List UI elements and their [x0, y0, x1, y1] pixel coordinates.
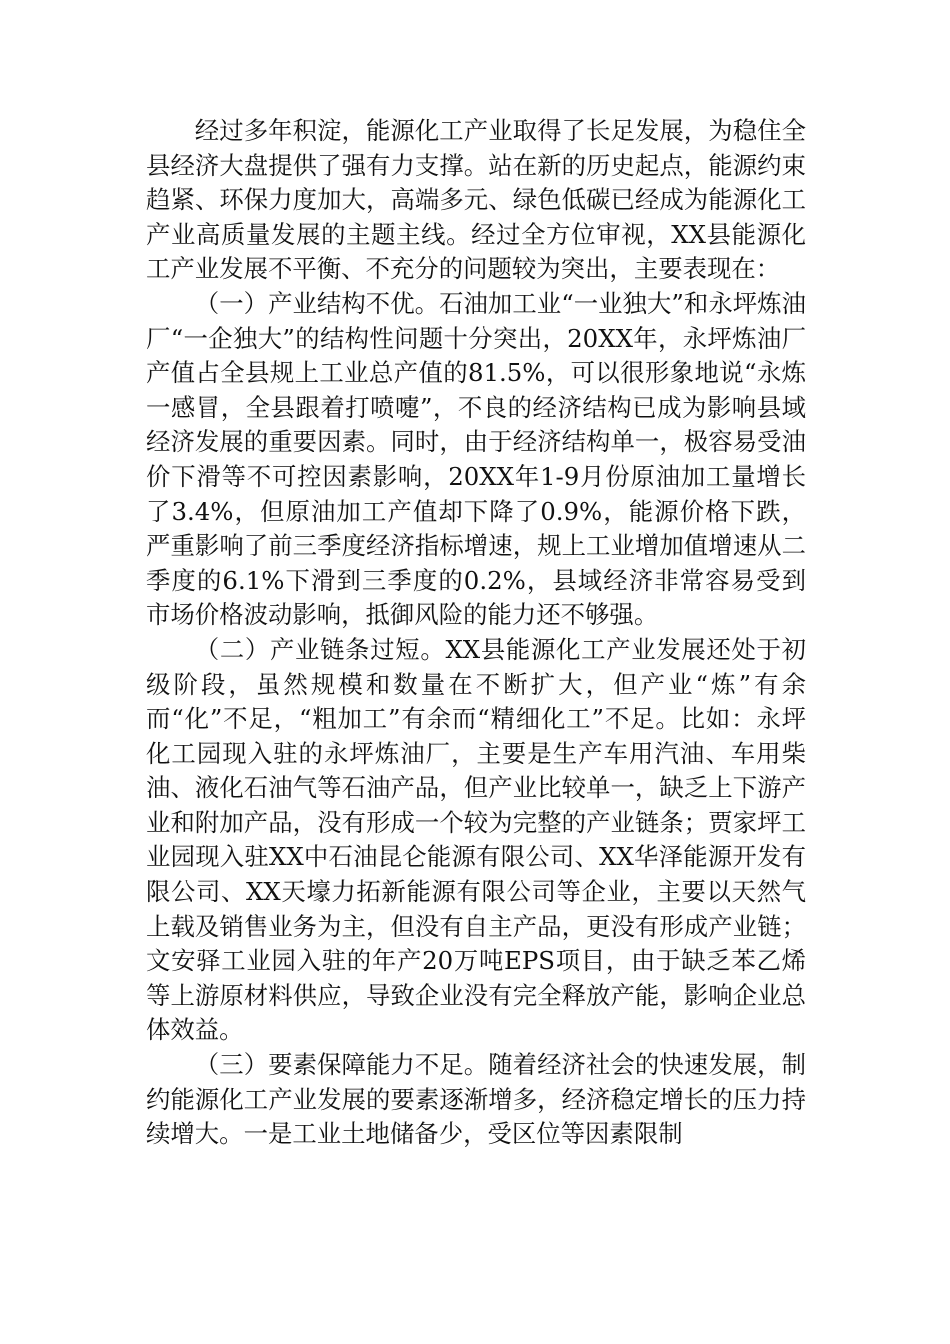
paragraph-heading: （三）要素保障能力不足。 [194, 1050, 489, 1080]
paragraph-heading: （二）产业链条过短。 [194, 634, 446, 664]
paragraph-text: 经过多年积淀，能源化工产业取得了长足发展，为稳住全县经济大盘提供了强有力支撑。站在新的历史起点，能源约束趋紧、环保力度加大，高端多元、绿色低碳已经成为能源化工产业高质量发展的主题主线。经过全方位审视，XX县能源化工产业发展不平衡、不充分的问题较为突出，主要表现在： [146, 116, 806, 284]
paragraph-industrial-chain [146, 633, 806, 1048]
paragraph-heading: （一）产业结构不优。 [194, 288, 440, 318]
paragraph-text: XX县能源化工产业发展还处于初级阶段，虽然规模和数量在不断扩大，但产业“炼”有余而“化”不足，“粗加工”有余而“精细化工”不足。比如：永坪化工园现入驻的永坪炼油厂，主要是生产车用汽油、车用柴油、液化石油气等石油产品，但产业比较单一，缺乏上下游产业和附加产品，没有形成一个较为完整的产业链条；贾家坪工业园现入驻XX中石油昆仑能源有限公司、XX华泽能源开发有限公司、XX天壕力拓新能源有限公司等企业，主要以天然气上载及销售业务为主，但没有自主产品，更没有形成产业链；文安驿工业园入驻的年产20万吨EPS项目，由于缺乏苯乙烯等上游原材料供应，导致企业没有完全释放产能，影响企业总体效益。 [146, 634, 806, 1045]
document-body [146, 114, 806, 1152]
paragraph-factor-guarantee [146, 1048, 806, 1152]
paragraph-industrial-structure [146, 287, 806, 633]
paragraph-text: 石油加工业“一业独大”和永坪炼油厂“一企独大”的结构性问题十分突出，20XX年，永坪炼油厂产值占全县规上工业总产值的81.5%，可以很形象地说“永炼一感冒，全县跟着打喷嚏”，不良的经济结构已成为影响县域经济发展的重要因素。同时，由于经济结构单一，极容易受油价下滑等不可控因素影响，20XX年1-9月份原油加工量增长了3.4%，但原油加工产值却下降了0.9%，能源价格下跌，严重影响了前三季度经济指标增速，规上工业增加值增速从二季度的6.1%下滑到三季度的0.2%，县域经济非常容易受到市场价格波动影响，抵御风险的能力还不够强。 [146, 288, 806, 630]
paragraph-text: 随着经济社会的快速发展，制约能源化工产业发展的要素逐渐增多，经济稳定增长的压力持续增大。一是工业土地储备少，受区位等因素限制 [146, 1050, 806, 1149]
paragraph-intro [146, 114, 806, 287]
